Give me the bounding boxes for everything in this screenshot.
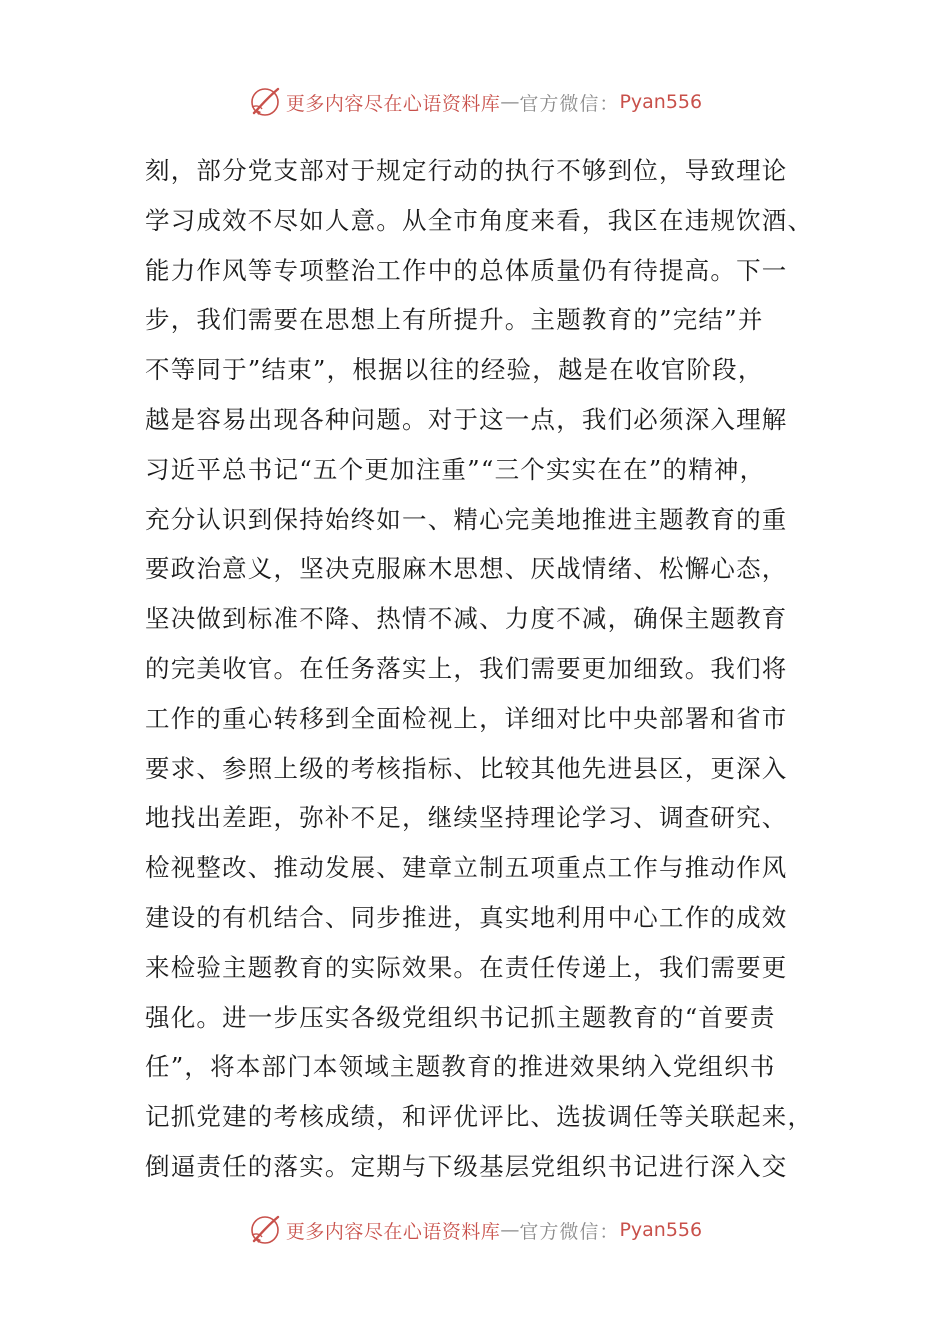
body-line: 工作的重心转移到全面检视上，详细对比中央部署和省市 (145, 703, 788, 733)
body-line: 刻，部分党支部对于规定行动的执行不够到位，导致理论 (145, 156, 788, 185)
footer-official-label: 官方微信： (519, 1220, 620, 1243)
pen-logo-icon (248, 85, 282, 119)
body-line: 倒逼责任的落实。定期与下级基层党组织书记进行深入交 (145, 1151, 788, 1181)
body-line: 不等同于”结束”，根据以往的经验，越是在收官阶段， (145, 355, 764, 385)
footer-watermark-banner (0, 1208, 950, 1252)
header-official-label: 官方微信： (519, 92, 620, 115)
body-line: 步，我们需要在思想上有所提升。主题教育的”完结”并 (145, 305, 764, 335)
body-line: 地找出差距，弥补不足，继续坚持理论学习、调查研究、 (145, 803, 788, 833)
body-line: 坚决做到标准不降、热情不减、力度不减，确保主题教育 (145, 604, 788, 634)
header-watermark-banner (0, 80, 950, 124)
body-line: 建设的有机结合、同步推进，真实地利用中心工作的成效 (145, 902, 788, 932)
body-line: 记抓党建的考核成绩，和评优评比、选拔调任等关联起来， (145, 1102, 814, 1132)
body-line: 检视整改、推动发展、建章立制五项重点工作与推动作风 (145, 853, 788, 883)
body-line: 习近平总书记“五个更加注重”“三个实实在在”的精神， (145, 454, 766, 484)
body-line: 能力作风等专项整治工作中的总体质量仍有待提高。下一 (145, 255, 788, 285)
header-dash: — (500, 91, 520, 113)
footer-wechat-id: Pyan556 (619, 1219, 703, 1241)
footer-dash: — (500, 1219, 520, 1241)
document-body (145, 146, 814, 1192)
header-wechat-id: Pyan556 (619, 91, 703, 113)
header-brand-text: 更多内容尽在心语资料库 (285, 92, 501, 115)
pen-logo-icon (248, 1213, 282, 1247)
body-line: 要政治意义，坚决克服麻木思想、厌战情绪、松懈心态， (145, 554, 788, 584)
body-line: 强化。进一步压实各级党组织书记抓主题教育的“首要责 (145, 1002, 776, 1032)
body-line: 学习成效不尽如人意。从全市角度来看，我区在违规饮酒、 (145, 205, 814, 235)
body-line: 任”，将本部门本领域主题教育的推进效果纳入党组织书 (145, 1052, 776, 1082)
body-line: 充分认识到保持始终如一、精心完美地推进主题教育的重 (145, 504, 788, 534)
body-line: 的完美收官。在任务落实上，我们需要更加细致。我们将 (145, 653, 788, 683)
footer-brand-text: 更多内容尽在心语资料库 (285, 1220, 501, 1243)
body-line: 来检验主题教育的实际效果。在责任传递上，我们需要更 (145, 952, 788, 982)
body-line: 要求、参照上级的考核指标、比较其他先进县区，更深入 (145, 753, 788, 783)
body-line: 越是容易出现各种问题。对于这一点，我们必须深入理解 (145, 404, 788, 434)
